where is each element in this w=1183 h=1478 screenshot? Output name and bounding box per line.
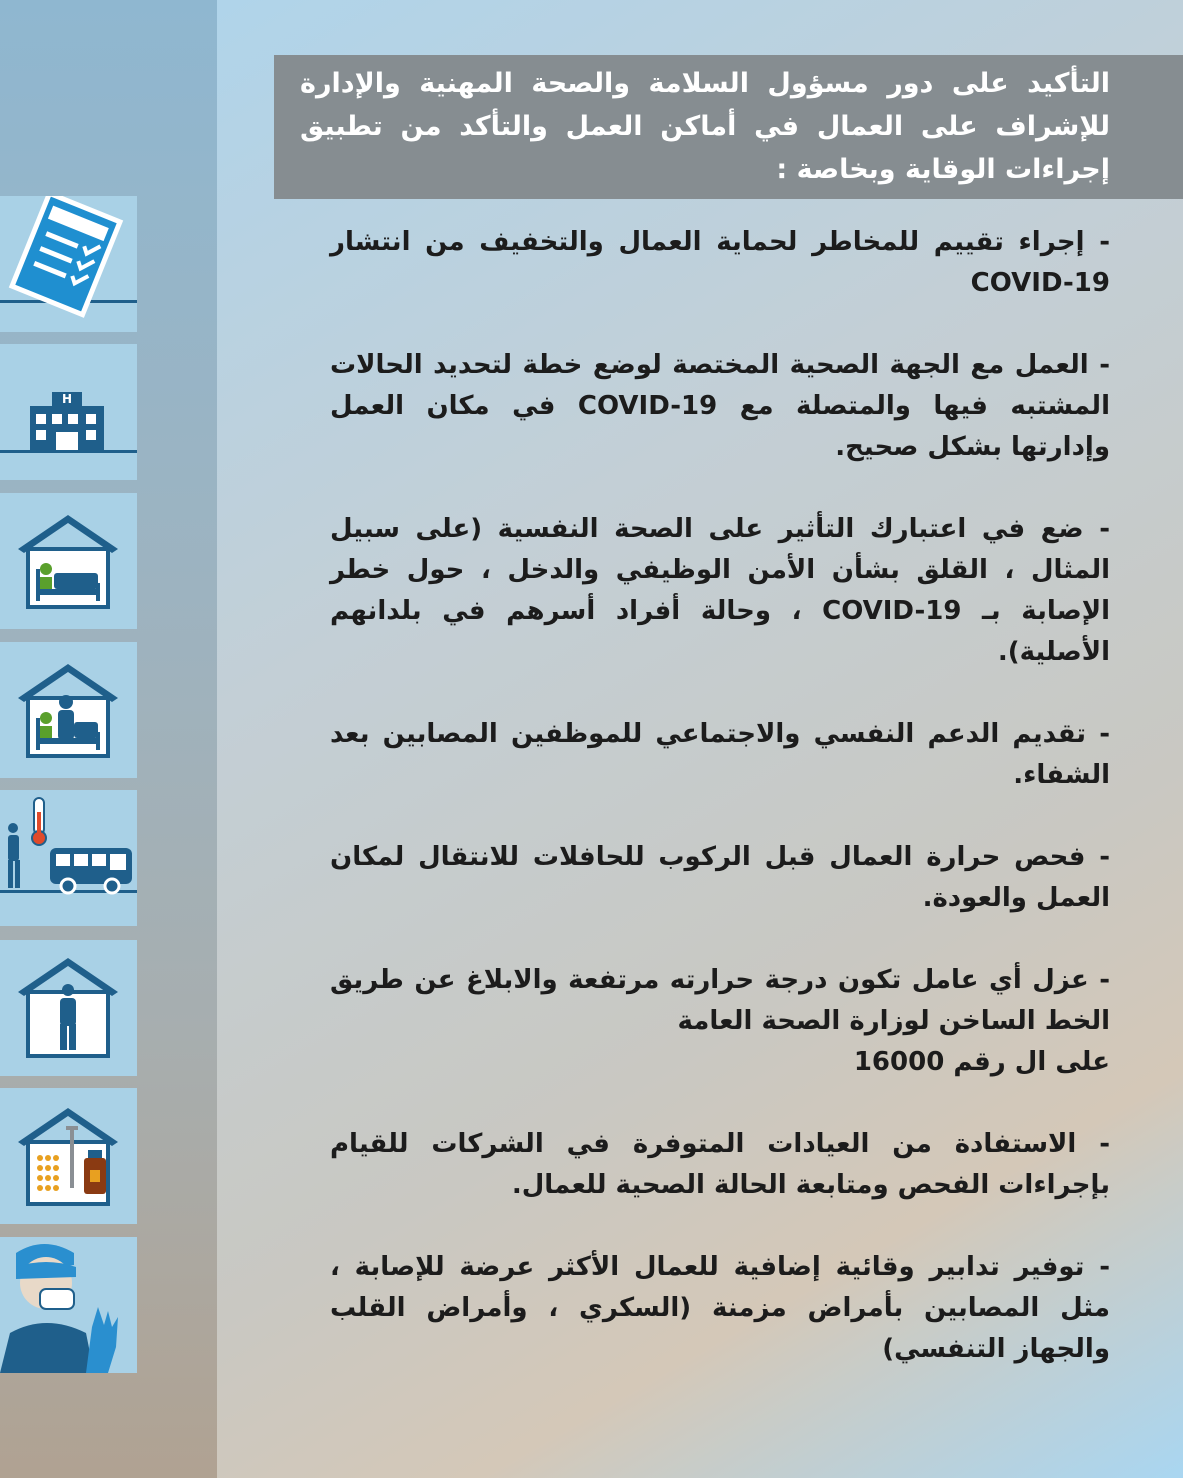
tile-health-worker: [0, 1237, 137, 1373]
hospital-icon: [0, 344, 137, 480]
list-item: [330, 714, 1110, 796]
guidelines-list: [330, 222, 1110, 1411]
tile-temperature-bus: [0, 790, 137, 926]
tile-patient-in-bed: [0, 493, 137, 629]
checklist-icon: [0, 196, 137, 332]
header-text: التأكيد على دور مسؤول السلامة والصحة المهنية والإدارة للإشراف على العمال في أماكن العمل والتأكد من تطبيق إجراءات الوقاية وبخاصة :: [300, 68, 1110, 185]
item-text: - عزل أي عامل تكون درجة حرارته مرتفعة والابلاغ عن طريق الخط الساخن لوزارة الصحة العامة: [330, 965, 1110, 1036]
item-text: - الاستفادة من العيادات المتوفرة في الشركات للقيام بإجراءات الفحص ومتابعة الحالة الصحية للعمال.: [330, 1129, 1110, 1200]
list-item: [330, 1124, 1110, 1206]
list-item: [330, 837, 1110, 919]
hotline-number-text: على ال رقم 16000: [853, 1047, 1110, 1077]
tile-visitor: [0, 642, 137, 778]
masked-health-worker-icon: [0, 1237, 137, 1373]
list-item: [330, 345, 1110, 468]
pharmacy-house-icon: [0, 1088, 137, 1224]
isolated-person-house-icon: [0, 940, 137, 1076]
list-item: [330, 960, 1110, 1083]
item-text: - ضع في اعتبارك التأثير على الصحة النفسية (على سبيل المثال ، القلق بشأن الأمن الوظيفي والدخل ، حول خطر الإصابة بـ COVID-19 ، وحالة أفراد أسرهم في بلدانهم الأصلية).: [330, 514, 1110, 667]
list-item: [330, 1247, 1110, 1370]
list-item: [330, 222, 1110, 304]
tile-isolation: [0, 940, 137, 1076]
patient-in-bed-icon: [0, 493, 137, 629]
sidebar: [0, 0, 217, 1478]
item-text: - إجراء تقييم للمخاطر لحماية العمال والتخفيف من انتشار COVID-19: [330, 227, 1110, 298]
tile-checklist: [0, 196, 137, 332]
item-text: - فحص حرارة العمال قبل الركوب للحافلات للانتقال لمكان العمل والعودة.: [330, 842, 1110, 913]
list-item: [330, 509, 1110, 673]
item-text: - العمل مع الجهة الصحية المختصة لوضع خطة لتحديد الحالات المشتبه فيها والمتصلة مع COVID-19 في مكان العمل وإدارتها بشكل صحيح.: [330, 350, 1110, 462]
temperature-check-bus-icon: [0, 790, 137, 926]
svg-text:H: H: [61, 392, 73, 406]
tile-hospital: [0, 344, 137, 480]
tile-pharmacy: [0, 1088, 137, 1224]
visitor-at-bedside-icon: [0, 642, 137, 778]
item-text: - توفير تدابير وقائية إضافية للعمال الأكثر عرضة للإصابة ، مثل المصابين بأمراض مزمنة (السكري ، وأمراض القلب والجهاز التنفسي): [330, 1252, 1110, 1364]
item-text: - تقديم الدعم النفسي والاجتماعي للموظفين المصابين بعد الشفاء.: [330, 719, 1110, 790]
